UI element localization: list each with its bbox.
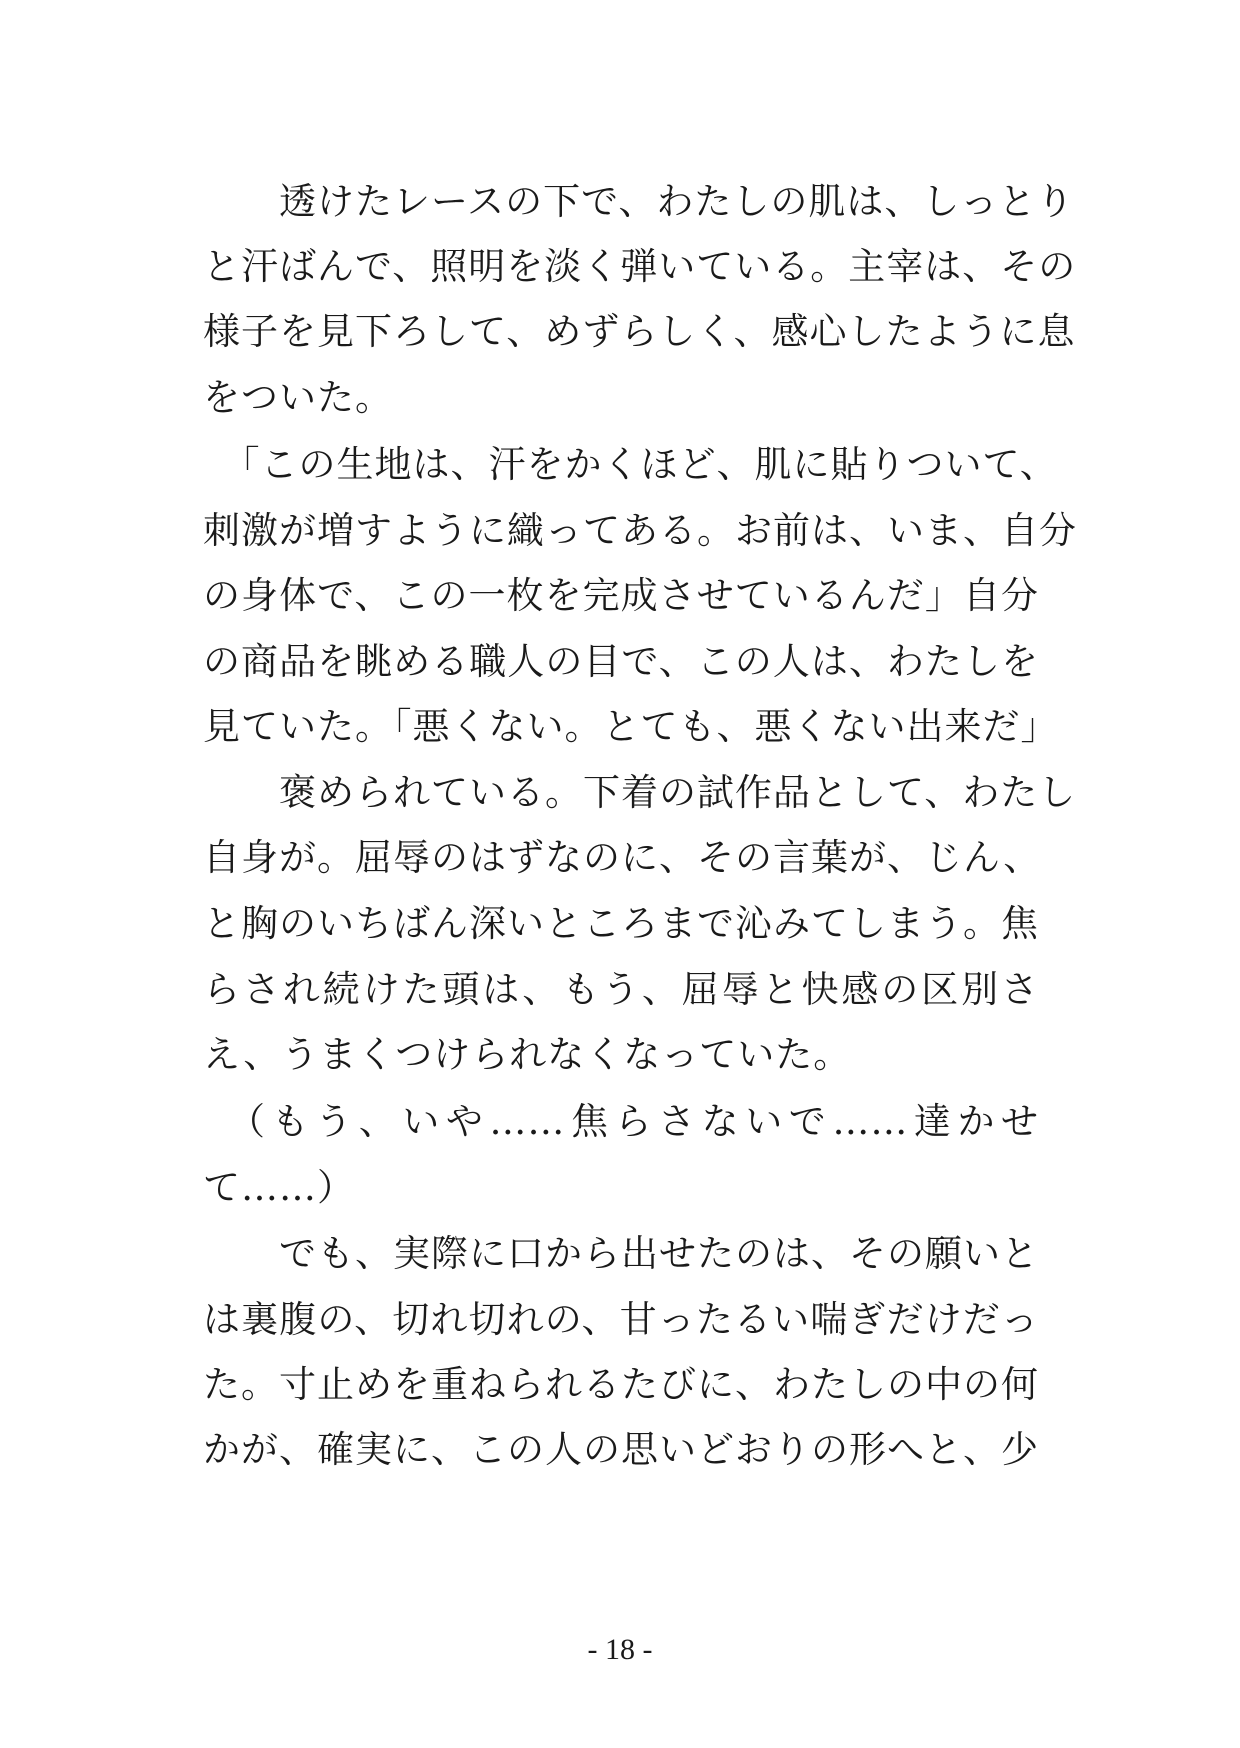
- text-line: た。寸止めを重ねられるたびに、わたしの中の何: [203, 1363, 1039, 1406]
- text-line: （もう、いや……焦らさないで……達かせ: [203, 1100, 1039, 1143]
- text-line: 褒められている。下着の試作品として、わたし: [203, 771, 1077, 814]
- text-line: 刺激が増すように織ってある。お前は、いま、自分: [203, 509, 1077, 552]
- text-line: 透けたレースの下で、わたしの肌は、しっとり: [203, 180, 1075, 223]
- text-line: と胸のいちばん深いところまで沁みてしまう。焦: [203, 902, 1039, 945]
- text-line: かが、確実に、この人の思いどおりの形へと、少: [203, 1428, 1039, 1471]
- text-line: の身体で、この一枚を完成させているんだ」自分: [203, 574, 1039, 617]
- text-line: をついた。: [203, 376, 393, 419]
- text-line: らされ続けた頭は、もう、屈辱と快感の区別さ: [203, 968, 1039, 1011]
- page-number: - 18 -: [587, 1633, 653, 1666]
- text-line: は裏腹の、切れ切れの、甘ったるい喘ぎだけだっ: [203, 1298, 1039, 1341]
- text-line: でも、実際に口から出せたのは、その願いと: [203, 1232, 1039, 1275]
- text-line: え、うまくつけられなくなっていた。: [203, 1033, 852, 1076]
- text-line: 様子を見下ろして、めずらしく、感心したように息: [203, 310, 1076, 353]
- text-line: 自身が。屈辱のはずなのに、その言葉が、じん、: [203, 836, 1042, 879]
- text-line: の商品を眺める職人の目で、この人は、わたしを: [203, 640, 1039, 683]
- text-line: 「この生地は、汗をかくほど、肌に貼りついて、: [203, 443, 1058, 486]
- text-line: て……）: [203, 1166, 355, 1209]
- text-line: と汗ばんで、照明を淡く弾いている。主宰は、その: [203, 245, 1077, 288]
- text-line: 見ていた。「悪くない。とても、悪くない出来だ」: [203, 705, 1059, 748]
